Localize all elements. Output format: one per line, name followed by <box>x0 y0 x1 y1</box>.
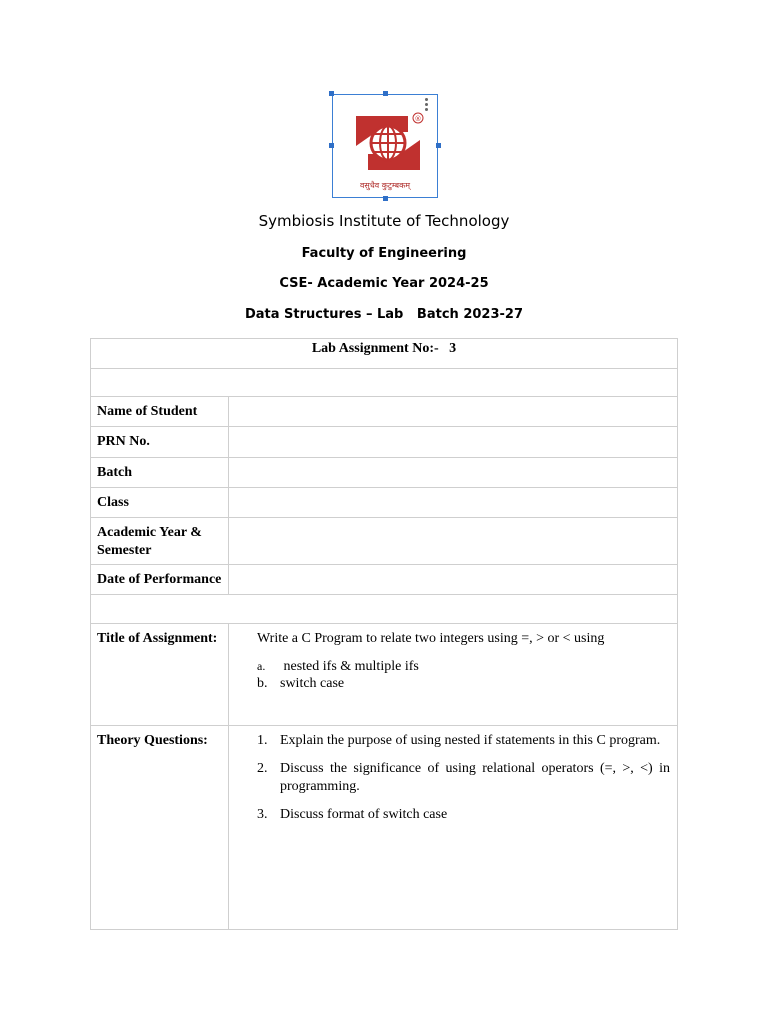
table-row <box>91 726 678 930</box>
table-row <box>91 397 678 427</box>
list-marker: 3. <box>257 807 268 822</box>
prn-field[interactable] <box>229 427 678 458</box>
resize-handle[interactable] <box>436 143 441 148</box>
field-label: PRN No. <box>91 427 229 458</box>
institute-name: Symbiosis Institute of Technology <box>258 212 510 230</box>
symbiosis-emblem-icon <box>350 108 426 178</box>
logo-motto: वसुधैव कुटुम्बकम् <box>359 181 411 190</box>
table-row <box>91 488 678 518</box>
field-label: Batch <box>91 458 229 488</box>
date-of-performance-field[interactable] <box>229 565 678 595</box>
academic-year-semester-field[interactable] <box>229 518 678 565</box>
table-row <box>91 518 678 565</box>
spacer-cell <box>91 369 678 397</box>
list-item <box>257 675 669 692</box>
table-row <box>91 427 678 458</box>
list-item <box>257 806 670 824</box>
assignment-table <box>90 338 678 930</box>
option-text: nested ifs & multiple ifs <box>280 659 419 674</box>
resize-handle[interactable] <box>329 143 334 148</box>
institute-logo[interactable] <box>332 94 438 198</box>
title-text: Write a C Program to relate two integers using =, > or < using <box>257 631 605 646</box>
list-marker: 1. <box>257 733 268 748</box>
field-label: Date of Performance <box>91 565 229 595</box>
resize-handle[interactable] <box>383 91 388 96</box>
list-item <box>257 658 669 675</box>
table-row <box>91 624 678 726</box>
student-name-field[interactable] <box>229 397 678 427</box>
assignment-number: Lab Assignment No:- 3 <box>91 339 678 369</box>
batch-field[interactable] <box>229 458 678 488</box>
resize-handle[interactable] <box>329 91 334 96</box>
class-field[interactable] <box>229 488 678 518</box>
field-label: Name of Student <box>91 397 229 427</box>
list-marker: 2. <box>257 761 268 776</box>
table-row <box>91 458 678 488</box>
list-marker: b. <box>257 676 268 691</box>
question-text: Discuss the significance of using relational operators (=, >, <) in programming. <box>280 761 670 794</box>
table-row <box>91 595 678 624</box>
spacer-cell <box>91 595 678 624</box>
table-row <box>91 565 678 595</box>
question-text: Explain the purpose of using nested if statements in this C program. <box>280 733 661 748</box>
resize-handle[interactable] <box>383 196 388 201</box>
academic-year: CSE- Academic Year 2024-25 <box>279 276 489 291</box>
field-label: Academic Year & Semester <box>91 518 229 565</box>
title-cell <box>229 624 678 726</box>
svg-text:®: ® <box>414 115 422 123</box>
list-marker: a. <box>257 659 266 673</box>
title-label: Title of Assignment: <box>91 624 229 726</box>
field-label: Class <box>91 488 229 518</box>
table-row <box>91 339 678 369</box>
list-item <box>257 732 670 750</box>
course-batch: Data Structures – Lab Batch 2023-27 <box>244 307 523 322</box>
faculty-name: Faculty of Engineering <box>301 246 467 261</box>
option-text: switch case <box>280 676 345 691</box>
question-text: Discuss format of switch case <box>280 807 448 822</box>
theory-cell <box>229 726 678 930</box>
list-item <box>257 760 670 796</box>
theory-label: Theory Questions: <box>91 726 229 930</box>
table-row <box>91 369 678 397</box>
